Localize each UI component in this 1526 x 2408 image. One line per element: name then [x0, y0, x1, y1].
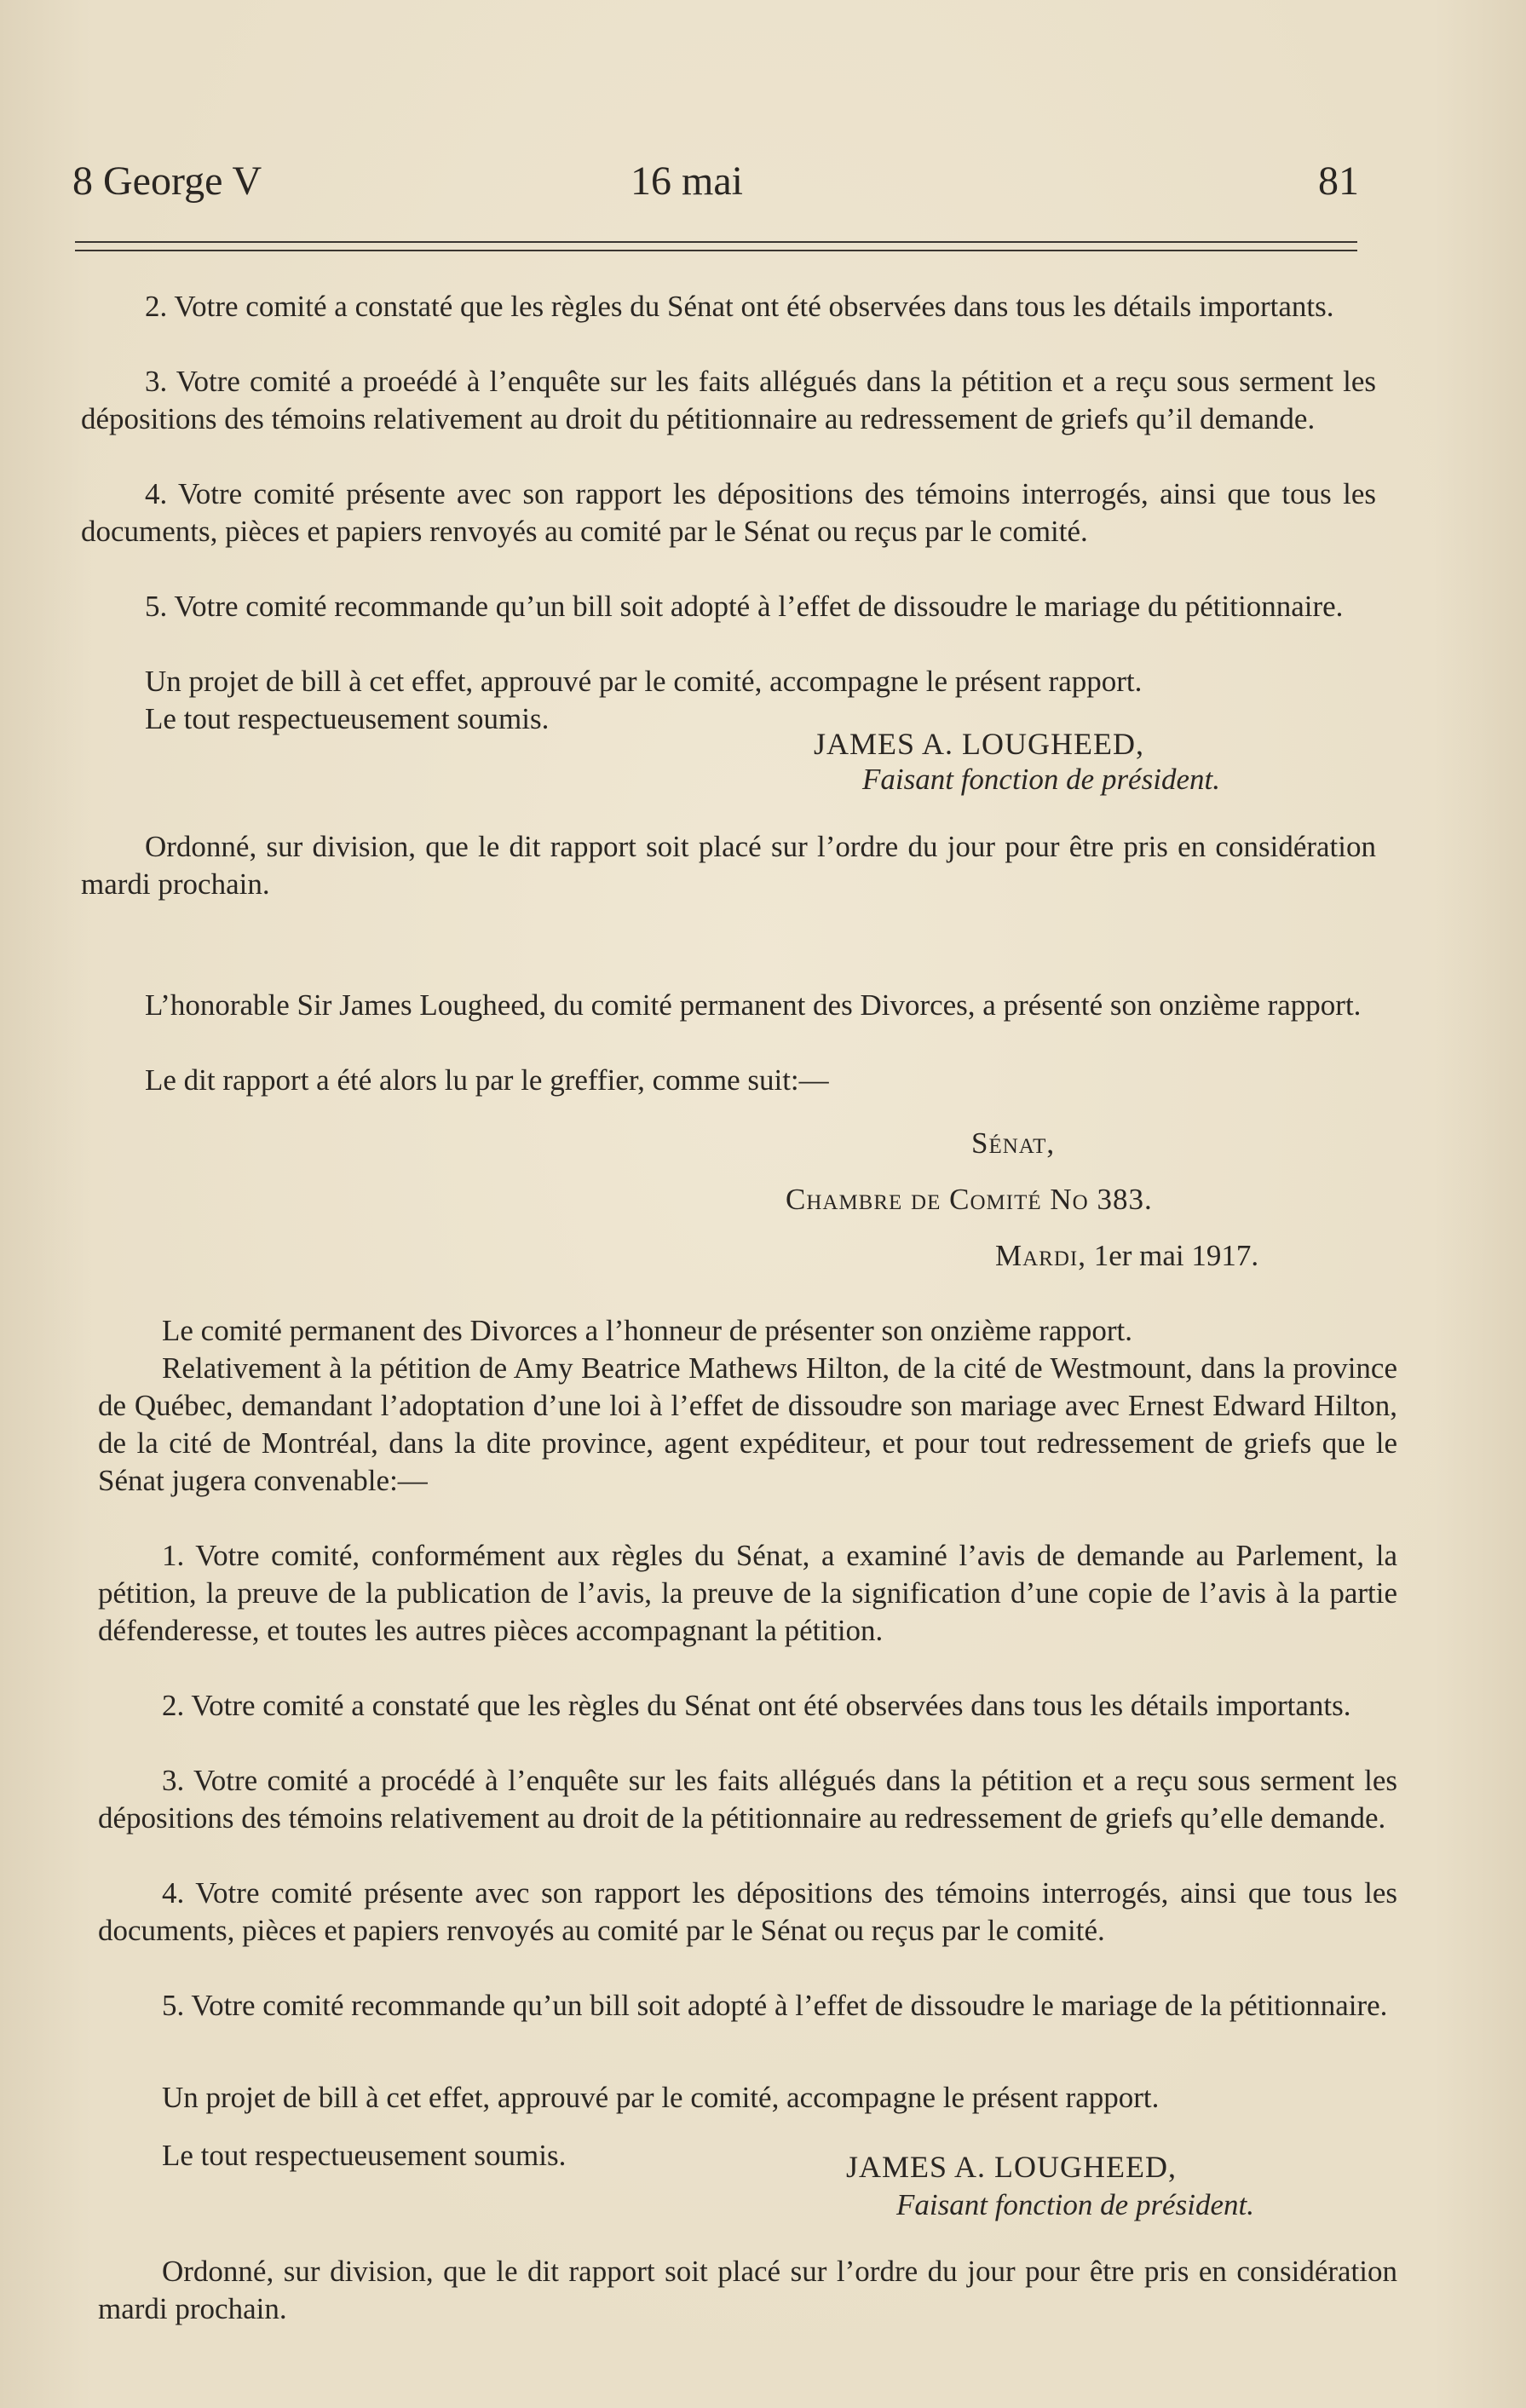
presentation-paragraph: Le dit rapport a été alors lu par le greffier, comme suit:— [145, 1063, 829, 1097]
report-two-paragraph: Relativement à la pétition de Amy Beatrice Mathews Hilton, de la cité de Westmount, dans la province de Québec, demandant l’adoptation d’une loi à l’effet de dissoudre son mariage avec Ernest Edward Hilton, de la cité de Montréal, dans la dite province, agent expéditeur, et pour tout redressement de griefs que le Sénat jugera convenable:— [98, 1351, 1397, 1497]
header-rule-top [75, 241, 1357, 243]
report-two-closing: Un projet de bill à cet effet, approuvé par le comité, accompagne le présent rapport. [162, 2081, 1160, 2114]
report-two-paragraph: 5. Votre comité recommande qu’un bill soit adopté à l’effet de dissoudre le mariage de la pétitionnaire. [162, 1989, 1388, 2022]
report-two-signature-name: JAMES A. LOUGHEED, [846, 2150, 1178, 2184]
order-one [81, 828, 1376, 903]
report-one-signature-title: Faisant fonction de président. [862, 763, 1220, 796]
report-one-paragraph: 5. Votre comité recommande qu’un bill soit adopté à l’effet de dissoudre le mariage du pétitionnaire. [145, 590, 1344, 623]
report-one-signature-name: JAMES A. LOUGHEED, [814, 727, 1145, 761]
header-regnal-year: 8 George V [72, 158, 262, 204]
presentation-paragraph: L’honorable Sir James Lougheed, du comité permanent des Divorces, a présenté son onzième rapport. [145, 988, 1362, 1022]
report-header-room: Chambre de Comité No 383. [786, 1183, 1153, 1216]
report-header-day: Mardi, [995, 1239, 1086, 1272]
report-two-signature-title: Faisant fonction de président. [896, 2188, 1254, 2221]
page-number: 81 [1318, 158, 1359, 204]
order-two-text: Ordonné, sur division, que le dit rapport soit placé sur l’ordre du jour pour être pris en considération mardi prochain. [98, 2255, 1397, 2325]
page-header [72, 158, 1359, 209]
report-one-paragraph: Un projet de bill à cet effet, approuvé par le comité, accompagne le présent rapport. [145, 665, 1143, 698]
report-two-paragraph: Le comité permanent des Divorces a l’honneur de présenter son onzième rapport. [162, 1314, 1133, 1347]
report-one-paragraph: Le tout respectueusement soumis. [145, 702, 550, 735]
report-header-date-line [995, 1239, 1258, 1273]
report-one-paragraph: 2. Votre comité a constaté que les règles du Sénat ont été observées dans tous les détails importants. [145, 290, 1334, 323]
order-two [98, 2253, 1397, 2328]
presentation [81, 987, 1376, 1024]
presentation-reading [81, 1062, 1376, 1099]
report-one-paragraph: 4. Votre comité présente avec son rapport les dépositions des témoins interrogés, ainsi que tous les documents, pièces et papiers renvoyés au comité par le Sénat ou reçus par le comité. [81, 477, 1376, 548]
header-rule-bottom [75, 250, 1357, 251]
report-two-paragraph: 3. Votre comité a procédé à l’enquête sur les faits allégués dans la pétition et a reçu sous serment les dépositions des témoins relativement au droit de la pétitionnaire au redressement de griefs qu’elle demande. [98, 1764, 1397, 1835]
header-date: 16 mai [631, 158, 743, 204]
report-two-paragraph: 4. Votre comité présente avec son rapport les dépositions des témoins interrogés, ainsi que tous les documents, pièces et papiers renvoyés au comité par le Sénat ou reçus par le comité. [98, 1876, 1397, 1947]
report-two-paragraph: 1. Votre comité, conformément aux règles du Sénat, a examiné l’avis de demande au Parlement, la pétition, la preuve de la publication de l’avis, la preuve de la signification d’une copie de l’avis à la partie défenderesse, et toutes les autres pièces accompagnant la pétition. [98, 1539, 1397, 1647]
report-header-senate: Sénat, [971, 1126, 1056, 1160]
report-two-paragraph: 2. Votre comité a constaté que les règles du Sénat ont été observées dans tous les détails importants. [162, 1689, 1351, 1722]
order-one-text: Ordonné, sur division, que le dit rapport soit placé sur l’ordre du jour pour être pris en considération mardi prochain. [81, 830, 1376, 901]
report-two-closing: Le tout respectueusement soumis. [162, 2139, 567, 2172]
report-one-paragraph: 3. Votre comité a proeédé à l’enquête sur les faits allégués dans la pétition et a reçu sous serment les dépositions des témoins relativement au droit du pétitionnaire au redressement de griefs qu’il demande. [81, 365, 1376, 435]
report-header-date: 1er mai 1917. [1093, 1239, 1259, 1272]
